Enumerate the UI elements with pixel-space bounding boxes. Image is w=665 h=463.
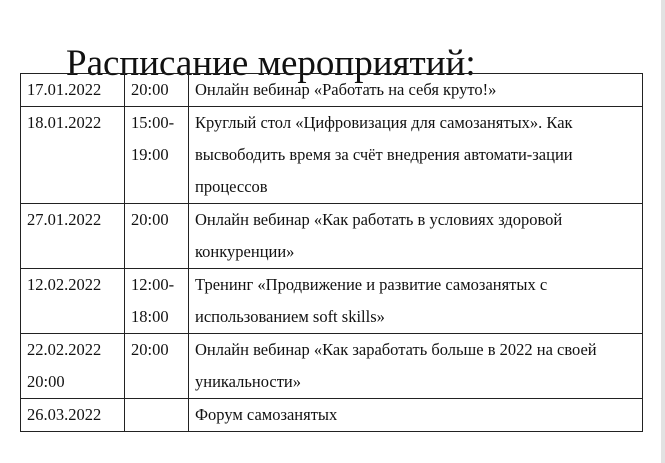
event-date: 26.03.2022 bbox=[21, 399, 125, 432]
table-row bbox=[21, 334, 643, 399]
event-time: 20:00 bbox=[125, 204, 189, 269]
page-title: Расписание мероприятий: bbox=[66, 42, 476, 84]
event-date: 18.01.2022 bbox=[21, 107, 125, 204]
event-description: Онлайн вебинар «Как работать в условиях здоровой конкуренции» bbox=[189, 204, 643, 269]
event-date: 17.01.2022 bbox=[21, 74, 125, 107]
event-description: Круглый стол «Цифровизация для самозанятых». Как высвободить время за счёт внедрения автомати-зации процессов bbox=[189, 107, 643, 204]
event-time bbox=[125, 399, 189, 432]
table-row bbox=[21, 399, 643, 432]
event-time: 20:00 bbox=[125, 74, 189, 107]
event-description: Онлайн вебинар «Работать на себя круто!» bbox=[189, 74, 643, 107]
event-time: 15:00-19:00 bbox=[125, 107, 189, 204]
event-description: Форум самозанятых bbox=[189, 399, 643, 432]
table-row bbox=[21, 269, 643, 334]
event-date: 27.01.2022 bbox=[21, 204, 125, 269]
event-date: 12.02.2022 bbox=[21, 269, 125, 334]
table-row bbox=[21, 204, 643, 269]
event-description: Тренинг «Продвижение и развитие самозанятых с использованием soft skills» bbox=[189, 269, 643, 334]
page-edge-shadow bbox=[661, 0, 665, 463]
event-time: 12:00-18:00 bbox=[125, 269, 189, 334]
event-description: Онлайн вебинар «Как заработать больше в 2022 на своей уникальности» bbox=[189, 334, 643, 399]
event-date: 22.02.2022 20:00 bbox=[21, 334, 125, 399]
table-row bbox=[21, 107, 643, 204]
table-row bbox=[21, 74, 643, 107]
schedule-table bbox=[20, 73, 643, 432]
event-time: 20:00 bbox=[125, 334, 189, 399]
